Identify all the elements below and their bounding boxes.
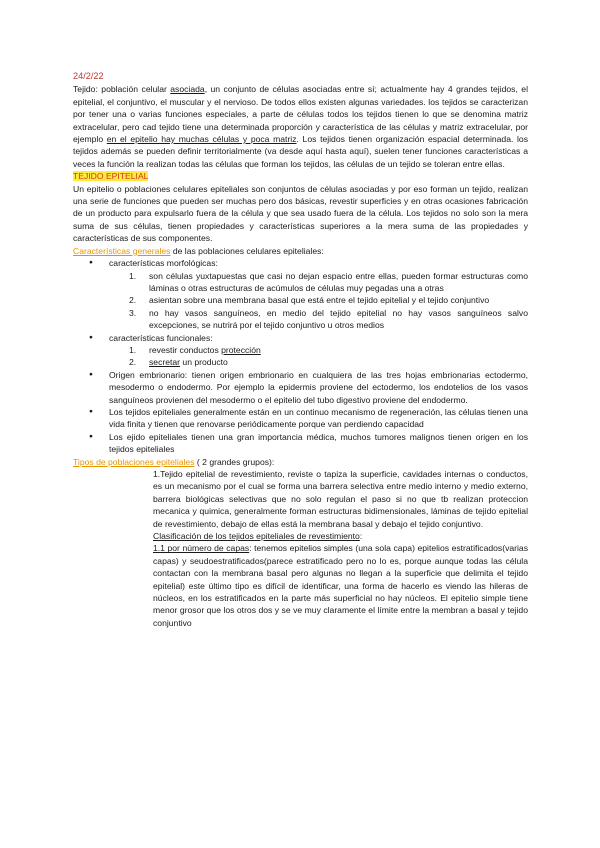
capas-paragraph [73, 542, 528, 629]
intro-underline-asociada: asociada [170, 84, 205, 95]
intro-underline-epitelio: en el epitelio hay muchas células y poca matriz [106, 134, 297, 145]
funcionales-label: características funcionales: [109, 332, 213, 343]
caracteristicas-heading-link: Características generales [73, 245, 171, 256]
tipos-heading [73, 456, 528, 468]
item-number: 2. [129, 295, 137, 306]
item-number: 1. [129, 344, 137, 355]
document-date: 24/2/22 [73, 71, 104, 81]
list-item-origen: ● Origen embrionario: tienen origen embrionario en cualquiera de las tres hojas embrionarias ectodermo, mesodermo o endodermo. Por ejemplo la epidermis proviene del ectodermo, los endotelios de los vasos sanguíneos provienen del mesodermo o el epitelio del tubo digestivo proviene del endodermo. [109, 369, 528, 406]
intro-text-2: , un conjunto de células asociadas entre sí; actualmente hay 4 grandes tejidos, el epitelial, el conjuntivo, el muscular y el nervioso. De todos ellos existen algunas variedades. los tejidos se caracterizan por tener una o varias funciones especiales, a parte de células todos los tejidos tienen lo que se denomina matriz extracelular, pero cad tejido tiene una determinada proporción y característica de las células y matriz extracelular, por ejemplo [73, 84, 528, 145]
tipos-heading-link: Tipos de poblaciones epiteliales [73, 456, 195, 467]
caracteristicas-heading-rest: de las poblaciones celulares epiteliales: [170, 245, 324, 256]
item-number: 2. [129, 357, 137, 368]
list-item [129, 356, 528, 368]
item-text: asientan sobre una membrana basal que está entre el tejido epitelial y el tejido conjuntivo [149, 295, 490, 306]
revestimiento-paragraph: 1.Tejido epitelial de revestimiento, reviste o tapiza la superficie, cavidades internas o conductos, es un mecanismo por el cual se forma una barrera selectiva entre medio interno y medio externo, barrera biológicas selectivas que no solo regulan el paso si no que tb realizan proteccion mecanica y quimica, generalmente forman estructuras bidimensionales, láminas de tejido epitelial de revestimiento, debajo de ellas está la membrana basal y debajo el tejido conjuntivo. [153, 469, 528, 529]
item-text: no hay vasos sanguíneos, en medio del tejido epitelial no hay vasos sanguíneos salvo excepciones, se nutrirá por el tejido conjuntivo u otros medios [149, 307, 528, 331]
intro-text-1: Tejido: población celular [73, 84, 171, 95]
list-item-medica: ● Los ejido epiteliales tienen una gran importancia médica, muchos tumores malignos tienen origen en los tejidos epiteliales [109, 431, 528, 456]
intro-paragraph [73, 83, 528, 170]
funcionales-sublist [109, 344, 528, 369]
list-item-regeneracion: ● Los tejidos epiteliales generalmente están en un continuo mecanismo de regeneración, las células tienen una vida finita y tienen que renovarse periódicamente porque van perdiendo capacidad [109, 406, 528, 431]
item-text: son células yuxtapuestas que casi no dejan espacio entre ellas, pueden formar estructuras como láminas o otras estructuras de acúmulos de células muy pegadas una a otras [149, 270, 528, 293]
tipos-heading-rest: ( 2 grandes grupos): [194, 456, 275, 467]
item-number: 1. [129, 270, 137, 281]
clasificacion-heading-text: Clasificación de los tejidos epiteliales de revestimiento [153, 531, 360, 542]
morfologicas-sublist [109, 270, 528, 332]
tejido-epitelial-heading-text: TEJIDO EPITELIAL [73, 171, 149, 182]
clasificacion-colon: : [359, 531, 363, 542]
list-item [129, 307, 528, 332]
capas-underline: 1.1 por número de capas [153, 543, 250, 554]
item-underline-proteccion: protección [221, 344, 261, 355]
list-item [129, 270, 528, 295]
item-text: revestir conductos [149, 344, 222, 355]
item-text: un producto [180, 357, 228, 368]
tejido-epitelial-heading [73, 170, 528, 182]
item-number: 3. [129, 307, 137, 318]
intro-text-3: . Los tejidos tienen organización espacial determinada. los tejidos además se pueden definir territorialmente (va desde aquí hasta aquí), suelen tener funciones características a veces la función la realizan todas las células que forman los tejidos, las células de un tejido se toleran entre ellas. [73, 134, 529, 169]
caracteristicas-list [73, 257, 528, 456]
caracteristicas-heading [73, 245, 528, 257]
list-item-funcionales [109, 332, 528, 369]
list-item [129, 344, 528, 356]
morfologicas-label: características morfológicas: [109, 258, 218, 269]
tejido-epitelial-paragraph: Un epitelio o poblaciones celulares epiteliales son conjuntos de células asociadas y por eso forman un tejido, realizan una serie de funciones que pueden ser muchas pero dos básicas, revestir superficies y en otras ocasiones fabricación de un producto para expulsarlo fuera de la célula y que sea usado fuera de la célula. Los tejidos no solo son la mera suma de sus células, tienen propiedades y características superiores a la mera suma de las propiedades y características de sus componentes. [73, 183, 528, 244]
capas-text: : tenemos epitelios simples (una sola capa) epitelios estratificados(varias capas) y seudoestratificados(parece estratificado pero no lo es, porque aunque todas las célula contactan con la membrana basal pero algunas no llegan a la superficie que delimita el tejido epitelial) este último tipo es difícil de identificar, una forma de hacerlo es viendo las hileras de núcleos, en los estratificados en la parte más superficial no hay núcleos. El epitelio simple tiene menor grosor que los otros dos y se ve muy claramente el límite entre la membran a basal y tejido conjuntivo [153, 543, 528, 628]
item-underline-secretar: secretar [149, 357, 181, 368]
clasificacion-heading [73, 530, 528, 542]
list-item-morfologicas [109, 257, 528, 331]
list-item [129, 294, 528, 306]
